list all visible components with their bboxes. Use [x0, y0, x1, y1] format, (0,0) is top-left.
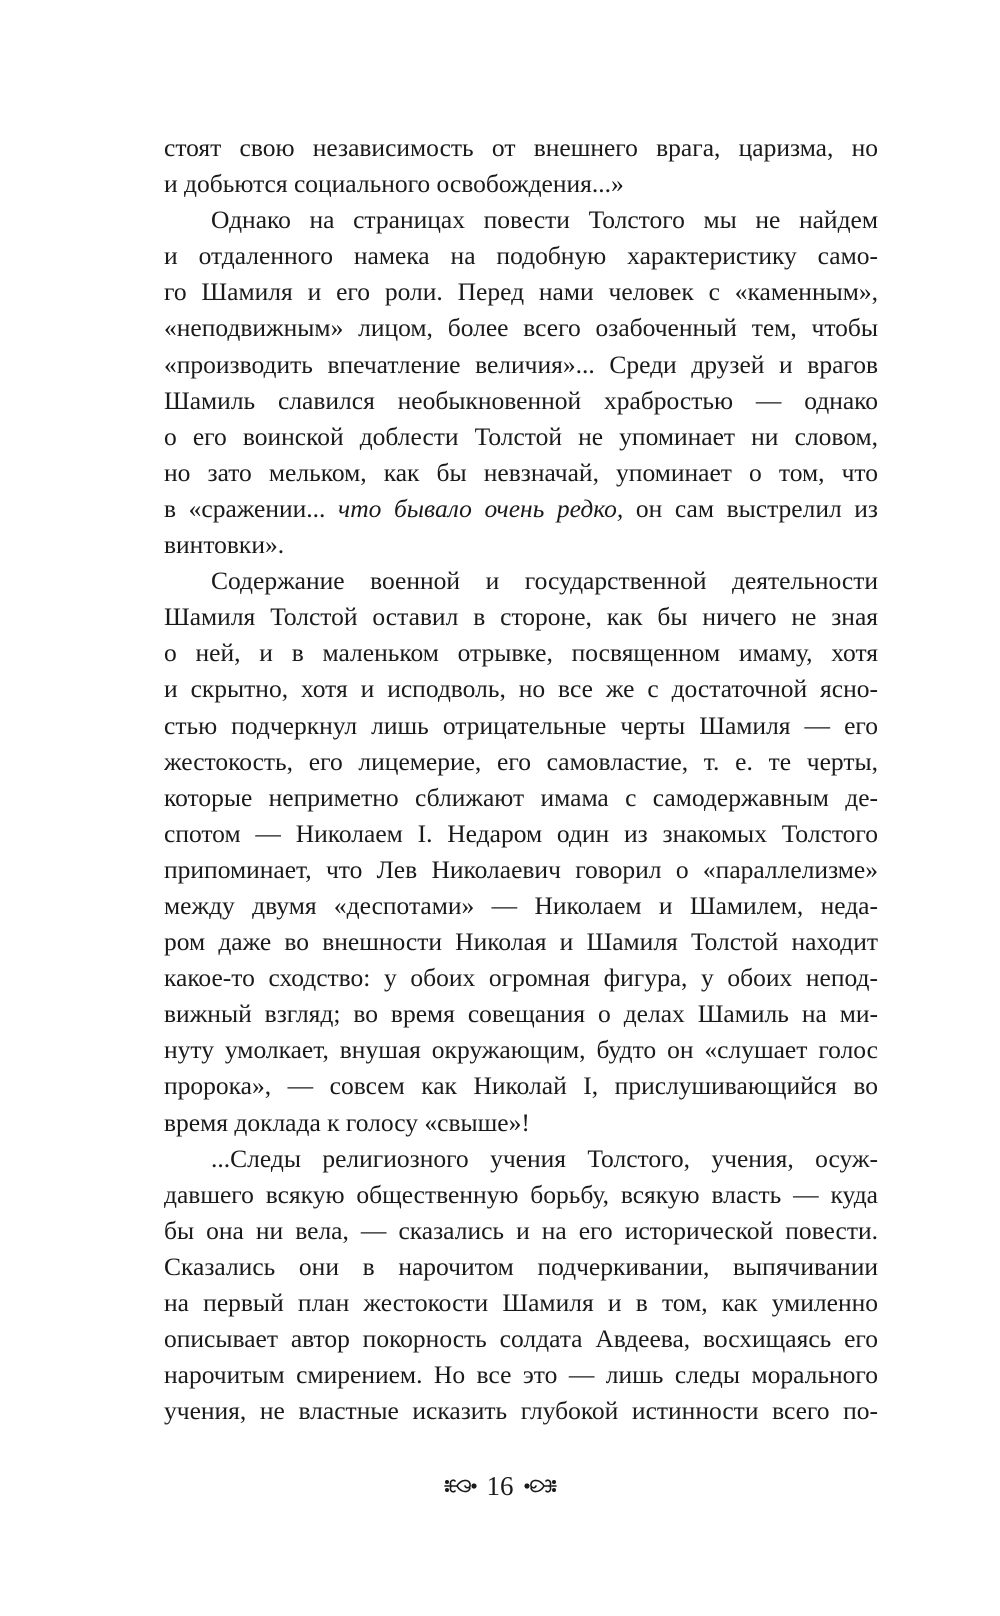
text-line: давшего всякую общественную борьбу, всякую власть — куда: [164, 1179, 878, 1209]
text-line: припоминает, что Лев Николаевич говорил о «параллелизме»: [164, 854, 878, 884]
paragraph-start-line: ...Следы религиозного учения Толстого, учения, осуж-: [211, 1143, 878, 1173]
text-line: о ней, и в маленьком отрывке, посвященном имаму, хотя: [164, 638, 878, 668]
text-line: спотом — Николаем I. Недаром один из знакомых Толстого: [164, 818, 878, 848]
text-line: и отдаленного намека на подобную характеристику само-: [164, 241, 878, 271]
text-line: нуту умолкает, внушая окружающим, будто он «слушает голос: [164, 1035, 878, 1065]
text-line: и скрытно, хотя и исподволь, но все же с достаточной ясно-: [164, 674, 878, 704]
paragraph-start-line: Содержание военной и государственной деятельности: [211, 566, 878, 596]
text-line: учения, не властные исказить глубокой истинности всего по-: [164, 1396, 878, 1426]
text-line: которые неприметно сближают имама с самодержавным де-: [164, 782, 878, 812]
text-line: но зато мельком, как бы невзначай, упоминает о том, что: [164, 457, 878, 487]
text-line: стью подчеркнул лишь отрицательные черты Шамиля — его: [164, 710, 878, 740]
text-line-with-italic: [164, 491, 878, 527]
text-line: бы она ни вела, — сказались и на его исторической повести.: [164, 1215, 878, 1245]
text-line: на первый план жестокости Шамиля и в том, как умиленно: [164, 1288, 878, 1317]
text-span: в «сражении...: [164, 493, 339, 523]
text-line: вижный взгляд; во время совещания о делах Шамиль на ми-: [164, 999, 878, 1029]
text-line: описывает автор покорность солдата Авдеева, восхищаясь его: [164, 1324, 878, 1354]
text-line: какое-то сходство: у обоих огромная фигура, у обоих непод-: [164, 963, 878, 993]
page-number: 16: [486, 1471, 514, 1501]
text-line: пророка», — совсем как Николай I, прислушивающийся во: [164, 1071, 878, 1101]
text-line: время доклада к голосу «свыше»!: [164, 1107, 530, 1137]
floral-ornament-left-icon: [443, 1473, 477, 1499]
page-footer: [0, 1466, 1000, 1506]
text-line: винтовки».: [164, 530, 285, 560]
body-text: [164, 130, 878, 1429]
italic-phrase: что бывало очень редко,: [338, 493, 624, 523]
text-line: го Шамиля и его роли. Перед нами человек с «каменным»,: [164, 277, 878, 307]
text-line: жестокость, его лицемерие, его самовластие, т. е. те черты,: [164, 746, 878, 776]
text-line: между двумя «деспотами» — Николаем и Шамилем, неда-: [164, 890, 878, 920]
floral-ornament-right-icon: [524, 1473, 558, 1499]
text-line: Шамиль славился необыкновенной храбростью — однако: [164, 385, 878, 415]
text-line: ром даже во внешности Николая и Шамиля Толстой находит: [164, 927, 878, 957]
text-line: нарочитым смирением. Но все это — лишь следы морального: [164, 1360, 878, 1390]
text-line: о его воинской доблести Толстой не упоминает ни словом,: [164, 421, 878, 451]
text-line: «неподвижным» лицом, более всего озабоченный тем, чтобы: [164, 313, 878, 343]
text-line: Сказались они в нарочитом подчеркивании, выпячивании: [164, 1251, 878, 1281]
text-span: он сам выстрелил из: [623, 493, 878, 523]
text-line: «производить впечатление величия»... Среди друзей и врагов: [164, 349, 878, 379]
text-line: стоят свою независимость от внешнего врага, царизма, но: [164, 133, 878, 162]
paragraph-start-line: Однако на страницах повести Толстого мы не найдем: [211, 205, 878, 235]
text-line: и добьются социального освобождения...»: [164, 169, 624, 199]
text-line: Шамиля Толстой оставил в стороне, как бы ничего не зная: [164, 602, 878, 632]
